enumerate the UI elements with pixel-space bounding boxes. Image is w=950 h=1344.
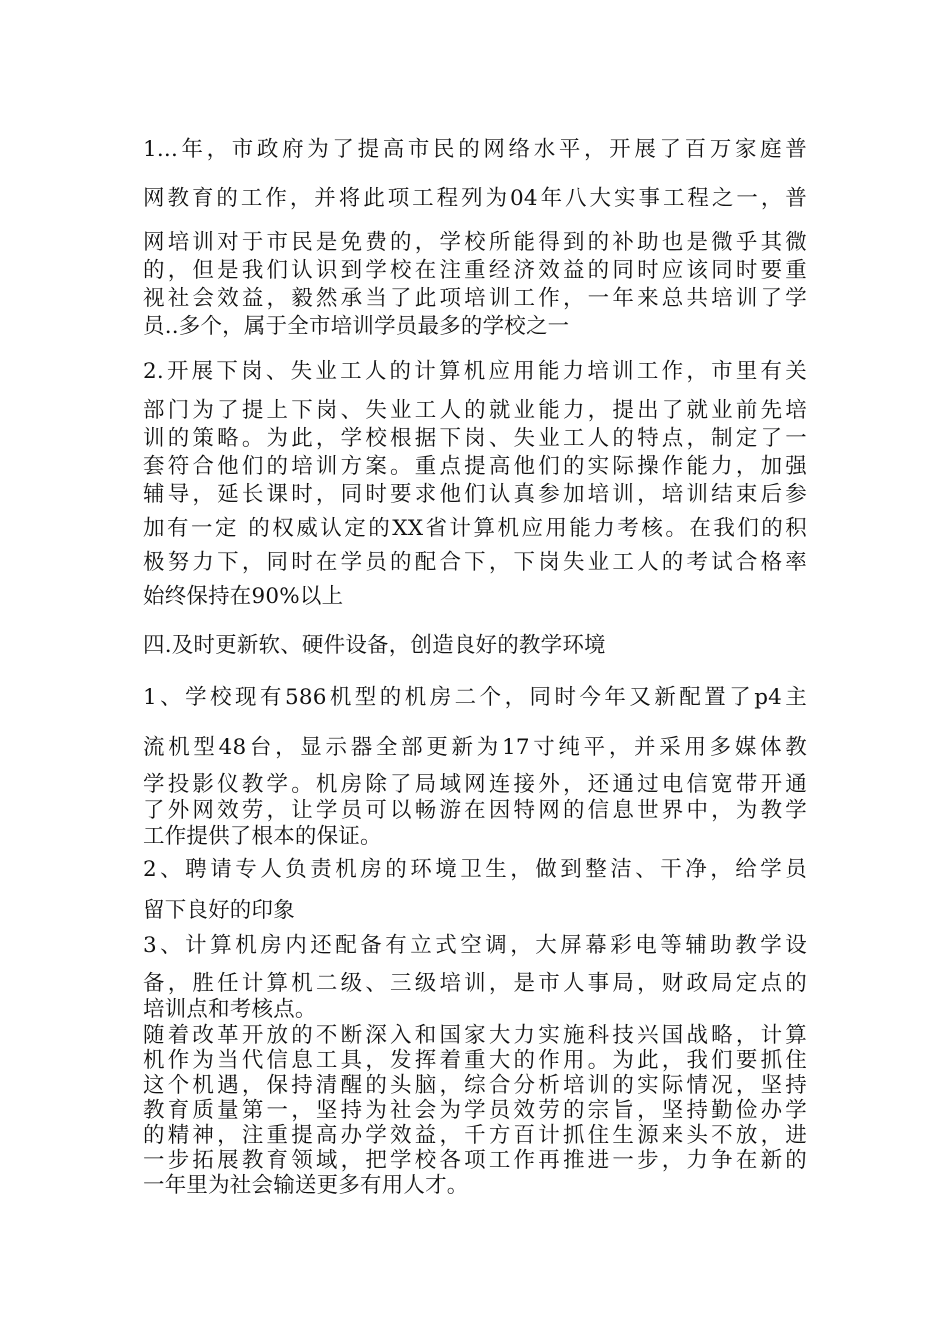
- text-line: 辅导，延长课时，同时要求他们认真参加培训，培训结束后参: [143, 482, 807, 507]
- text-line: 机作为当代信息工具，发挥着重大的作用。为此，我们要抓住: [143, 1048, 807, 1073]
- text-line: 员..多个，属于全市培训学员最多的学校之一: [143, 314, 570, 339]
- text-line: 的，但是我们认识到学校在注重经济效益的同时应该同时要重: [143, 258, 807, 283]
- text-line: 学投影仪教学。机房除了局域网连接外，还通过电信宽带开通: [143, 772, 807, 797]
- text-line: 一年里为社会输送更多有用人才。: [143, 1173, 469, 1198]
- text-line: 极努力下，同时在学员的配合下，下岗失业工人的考试合格率: [143, 550, 807, 575]
- text-line: 这个机遇，保持清醒的头脑，综合分析培训的实际情况，坚持: [143, 1073, 807, 1098]
- text-line: 留下良好的印象: [143, 898, 295, 923]
- text-line: 培训点和考核点。: [143, 997, 317, 1022]
- text-line: 1、学校现有586机型的机房二个，同时今年又新配置了p4主: [143, 685, 807, 710]
- text-line: 一步拓展教育领域，把学校各项工作再推进一步，力争在新的: [143, 1148, 807, 1173]
- text-line: 2、聘请专人负责机房的环境卫生，做到整洁、干净，给学员: [143, 857, 807, 882]
- text-line: 部门为了提上下岗、失业工人的就业能力，提出了就业前先培: [143, 398, 807, 423]
- text-line: 随着改革开放的不断深入和国家大力实施科技兴国战略，计算: [143, 1023, 807, 1048]
- text-line: 视社会效益，毅然承当了此项培训工作，一年来总共培训了学: [143, 286, 807, 311]
- text-line: 教育质量第一，坚持为社会为学员效劳的宗旨，坚持勤俭办学: [143, 1098, 807, 1123]
- text-line: 1...年，市政府为了提高市民的网络水平，开展了百万家庭普: [143, 137, 807, 162]
- text-line: 网培训对于市民是免费的，学校所能得到的补助也是微乎其微: [143, 230, 807, 255]
- text-line: 加有一定 的权威认定的XX省计算机应用能力考核。在我们的积: [143, 516, 807, 541]
- text-line: 工作提供了根本的保证。: [143, 824, 382, 849]
- text-line: 套符合他们的培训方案。重点提高他们的实际操作能力，加强: [143, 454, 807, 479]
- text-line: 了外网效劳，让学员可以畅游在因特网的信息世界中，为教学: [143, 798, 807, 823]
- text-line: 流机型48台，显示器全部更新为17寸纯平，并采用多媒体教: [143, 735, 807, 760]
- text-line: 3、计算机房内还配备有立式空调，大屏幕彩电等辅助教学设: [143, 933, 807, 958]
- text-line: 始终保持在90%以上: [143, 584, 344, 609]
- text-line: 的精神，注重提高办学效益，千方百计抓住生源来头不放，进: [143, 1123, 807, 1148]
- text-line: 备，胜任计算机二级、三级培训，是市人事局，财政局定点的: [143, 971, 807, 996]
- text-line: 2.开展下岗、失业工人的计算机应用能力培训工作，市里有关: [143, 359, 807, 384]
- section-heading: 四.及时更新软、硬件设备，创造良好的教学环境: [143, 633, 606, 658]
- text-line: 训的策略。为此，学校根据下岗、失业工人的特点，制定了一: [143, 426, 807, 451]
- text-line: 网教育的工作，并将此项工程列为04年八大实事工程之一，普: [143, 186, 807, 211]
